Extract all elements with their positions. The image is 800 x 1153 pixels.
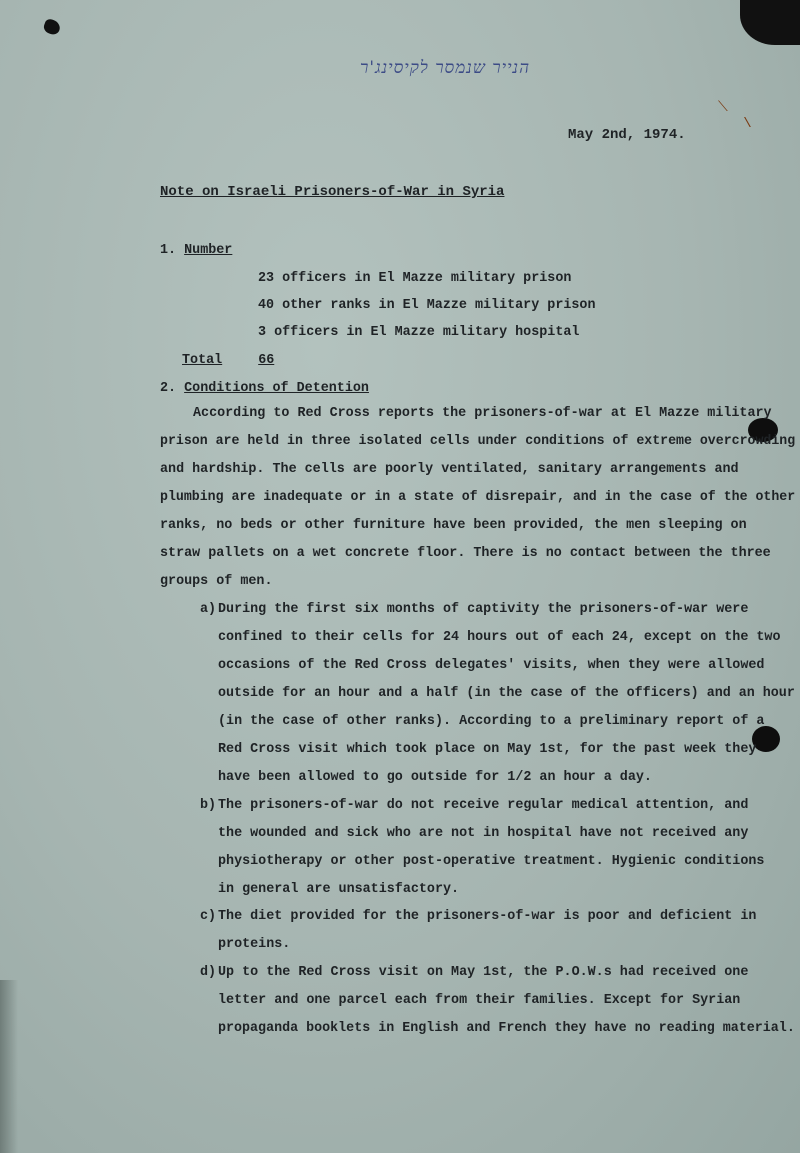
total-value: 66 <box>258 353 275 368</box>
item-line: proteins. <box>218 937 291 952</box>
item-line: confined to their cells for 24 hours out of each 24, except on the two <box>218 630 781 645</box>
item-label: b) <box>200 798 217 813</box>
paragraph-line: According to Red Cross reports the prisoners-of-war at El Mazze military <box>193 406 772 421</box>
item-line: The diet provided for the prisoners-of-war is poor and deficient in <box>218 909 757 924</box>
paragraph-line: plumbing are inadequate or in a state of disrepair, and in the case of the other <box>160 490 796 505</box>
item-line: physiotherapy or other post-operative treatment. Hygienic conditions <box>218 854 765 869</box>
item-line: have been allowed to go outside for 1/2 an hour a day. <box>218 770 652 785</box>
document-date: May 2nd, 1974. <box>568 127 686 143</box>
item-line: outside for an hour and a half (in the case of the officers) and an hour <box>218 686 795 701</box>
section2-heading <box>160 381 369 396</box>
scan-edge-shadow <box>0 980 18 1153</box>
item-line: Red Cross visit which took place on May 1st, for the past week they <box>218 742 757 757</box>
count-line: 23 officers in El Mazze military prison <box>258 271 572 286</box>
item-line: During the first six months of captivity the prisoners-of-war were <box>218 602 749 617</box>
section2-number: 2. <box>160 381 177 396</box>
document-title: Note on Israeli Prisoners-of-War in Syria <box>160 184 505 200</box>
scan-blot <box>42 18 62 37</box>
handwritten-note: הנייר שנמסר לקיסינג'ר <box>360 58 531 78</box>
pencil-mark: ⟍ \ <box>718 100 752 132</box>
count-line: 3 officers in El Mazze military hospital <box>258 325 580 340</box>
item-label: a) <box>200 602 217 617</box>
paragraph-line: ranks, no beds or other furniture have been provided, the men sleeping on <box>160 518 747 533</box>
scan-corner-shadow <box>740 0 800 45</box>
item-line: propaganda booklets in English and French they have no reading material. <box>218 1021 795 1036</box>
section1-heading <box>160 243 232 258</box>
paragraph-line: groups of men. <box>160 574 273 589</box>
item-line: Up to the Red Cross visit on May 1st, the P.O.W.s had received one <box>218 965 749 980</box>
section1-number: 1. <box>160 243 177 258</box>
total-row <box>182 353 274 368</box>
item-line: in general are unsatisfactory. <box>218 882 460 897</box>
section2-title: Conditions of Detention <box>184 381 369 396</box>
paragraph-line: prison are held in three isolated cells under conditions of extreme overcrowding <box>160 434 796 449</box>
count-line: 40 other ranks in El Mazze military prison <box>258 298 596 313</box>
item-label: d) <box>200 965 217 980</box>
item-line: the wounded and sick who are not in hospital have not received any <box>218 826 749 841</box>
item-line: The prisoners-of-war do not receive regular medical attention, and <box>218 798 749 813</box>
section1-title: Number <box>184 243 233 258</box>
item-line: occasions of the Red Cross delegates' visits, when they were allowed <box>218 658 765 673</box>
paragraph-line: straw pallets on a wet concrete floor. There is no contact between the three <box>160 546 771 561</box>
item-label: c) <box>200 909 217 924</box>
item-line: letter and one parcel each from their families. Except for Syrian <box>218 993 741 1008</box>
paragraph-line: and hardship. The cells are poorly ventilated, sanitary arrangements and <box>160 462 739 477</box>
total-label: Total <box>182 353 223 368</box>
item-line: (in the case of other ranks). According to a preliminary report of a <box>218 714 765 729</box>
